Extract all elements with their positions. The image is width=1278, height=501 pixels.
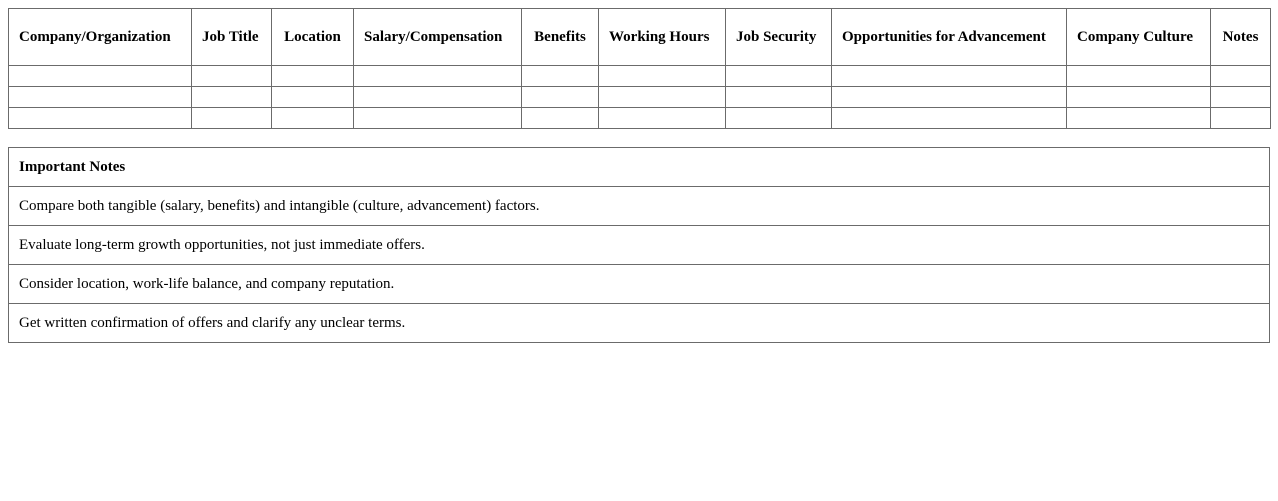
table-cell[interactable] [354, 87, 522, 108]
note-text: Compare both tangible (salary, benefits) and intangible (culture, advancement) factors. [9, 187, 1270, 226]
table-header-row [9, 9, 1271, 66]
table-cell[interactable] [522, 66, 599, 87]
note-text: Get written confirmation of offers and clarify any unclear terms. [9, 304, 1270, 343]
column-header-benefits: Benefits [522, 9, 599, 66]
notes-heading: Important Notes [9, 148, 1270, 187]
table-cell[interactable] [1067, 87, 1211, 108]
table-cell[interactable] [9, 87, 192, 108]
table-cell[interactable] [726, 66, 832, 87]
table-cell[interactable] [192, 87, 272, 108]
important-notes-table [8, 147, 1270, 343]
column-header-advancement: Opportunities for Advancement [832, 9, 1067, 66]
table-cell[interactable] [354, 108, 522, 129]
column-header-job-title: Job Title [192, 9, 272, 66]
table-cell[interactable] [1211, 87, 1271, 108]
table-cell[interactable] [599, 108, 726, 129]
column-header-company-culture: Company Culture [1067, 9, 1211, 66]
table-cell[interactable] [726, 108, 832, 129]
table-cell[interactable] [726, 87, 832, 108]
list-item [9, 304, 1270, 343]
table-cell[interactable] [832, 66, 1067, 87]
table-row [9, 108, 1271, 129]
table-cell[interactable] [354, 66, 522, 87]
column-header-company: Company/Organization [9, 9, 192, 66]
column-header-notes: Notes [1211, 9, 1271, 66]
table-cell[interactable] [1211, 66, 1271, 87]
job-offer-comparison-table [8, 8, 1271, 129]
table-cell[interactable] [832, 87, 1067, 108]
table-cell[interactable] [832, 108, 1067, 129]
table-cell[interactable] [272, 87, 354, 108]
table-cell[interactable] [1067, 108, 1211, 129]
note-text: Evaluate long-term growth opportunities, not just immediate offers. [9, 226, 1270, 265]
table-cell[interactable] [192, 66, 272, 87]
table-cell[interactable] [272, 66, 354, 87]
table-row [9, 66, 1271, 87]
list-item [9, 226, 1270, 265]
table-cell[interactable] [1211, 108, 1271, 129]
table-cell[interactable] [599, 87, 726, 108]
list-item [9, 187, 1270, 226]
table-cell[interactable] [9, 108, 192, 129]
table-row [9, 87, 1271, 108]
table-cell[interactable] [522, 108, 599, 129]
column-header-salary: Salary/Compensation [354, 9, 522, 66]
column-header-location: Location [272, 9, 354, 66]
table-cell[interactable] [1067, 66, 1211, 87]
table-cell[interactable] [599, 66, 726, 87]
table-cell[interactable] [272, 108, 354, 129]
table-cell[interactable] [522, 87, 599, 108]
note-text: Consider location, work-life balance, and company reputation. [9, 265, 1270, 304]
column-header-working-hours: Working Hours [599, 9, 726, 66]
list-item [9, 265, 1270, 304]
table-cell[interactable] [9, 66, 192, 87]
notes-heading-row [9, 148, 1270, 187]
column-header-job-security: Job Security [726, 9, 832, 66]
table-cell[interactable] [192, 108, 272, 129]
